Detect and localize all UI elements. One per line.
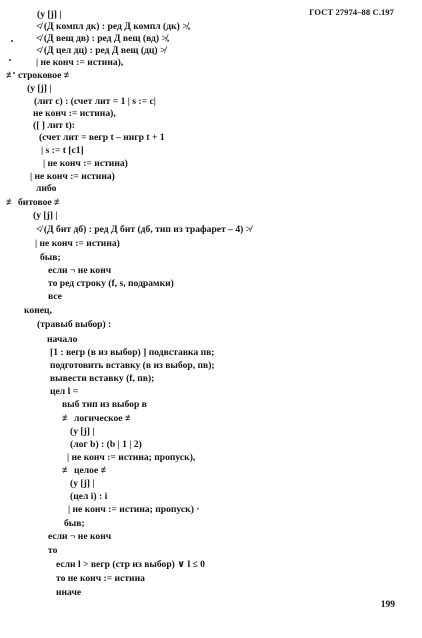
page-number: 199 <box>380 600 395 610</box>
code-line: | не конч := истина) <box>43 158 128 169</box>
code-line: то ред строку (f, s, подрамки) <box>48 278 174 289</box>
code-line: не конч := истина), <box>33 108 116 119</box>
code-line: начало <box>47 334 78 345</box>
code-line: ([ ] лит t): <box>33 120 75 131</box>
code-line: быв; <box>40 252 61 263</box>
code-line: | не конч := истина), <box>36 57 124 68</box>
code-line: ≮ (Д цел дц) : ред Д вещ (дц) ≯ <box>36 45 166 56</box>
code-line: все <box>48 291 62 302</box>
code-line: (у [j] | <box>27 83 52 94</box>
code-line: ≮ (Д бит дб) : ред Д бит (дб, тип из трафарет – 4) ≯ <box>36 224 252 235</box>
code-line: (цел i) : i <box>70 491 108 502</box>
code-line: то не конч := истина <box>56 573 145 584</box>
code-line: (у [j] | <box>70 426 95 437</box>
scan-speck <box>9 59 11 61</box>
code-line: (у [j] | <box>33 210 58 221</box>
code-line: (счет лит = вегр t – нигр t + 1 <box>39 132 165 143</box>
code-line: цел l = <box>50 386 79 397</box>
code-line: ≢ целое ≢ <box>62 465 111 476</box>
code-line: ≢ битовое ≢ <box>6 197 64 208</box>
page-header: ГОСТ 27974–88 С.197 <box>309 7 394 17</box>
code-line: то <box>48 545 58 556</box>
code-line: выб тип из выбор в <box>62 399 147 410</box>
code-line: иначе <box>56 587 82 598</box>
code-line: (травыб выбор) : <box>37 319 112 330</box>
code-line: | не конч := истина; пропуск) · <box>68 504 200 515</box>
code-line: (у [j] | <box>70 478 95 489</box>
code-line: быв; <box>64 518 85 529</box>
code-line: ≢ строковое ≢ <box>6 70 74 81</box>
code-line: (у [j] | <box>37 9 62 20</box>
code-line: | не конч := истина) <box>35 238 120 249</box>
code-line: | не конч := истина; пропуск), <box>67 452 196 463</box>
code-line: вывести вставку (f, пв); <box>50 373 155 384</box>
code-line: подготовить вставку (в из выбор, пв); <box>50 360 215 371</box>
code-line: если ¬ не конч <box>48 265 112 276</box>
code-line: | не конч := истина) <box>30 171 115 182</box>
code-line: ≢ логическое ≢ <box>62 413 135 424</box>
code-line: если l > вегр (стр из выбор) ∨ l ≤ 0 <box>56 559 205 570</box>
code-line: [1 : вегр (в из выбор) ] подвставка пв; <box>50 347 215 358</box>
code-line: | s := t [c1] <box>41 145 84 156</box>
code-line: если ¬ не конч <box>48 531 112 542</box>
code-line: либо <box>36 183 57 194</box>
scan-speck <box>11 40 13 42</box>
code-line: (лог b) : (b | 1 | 2) <box>70 439 142 450</box>
code-line: ≮ (Д компл дк) : ред Д компл (дк) ≯, <box>36 21 191 32</box>
code-line: ≮ (Д вещ дв) : ред Д вещ (вд) ≯, <box>36 33 170 44</box>
code-line: конец, <box>24 305 52 316</box>
code-line: (лит с) : (счет лит = 1 | s := c| <box>34 96 156 107</box>
